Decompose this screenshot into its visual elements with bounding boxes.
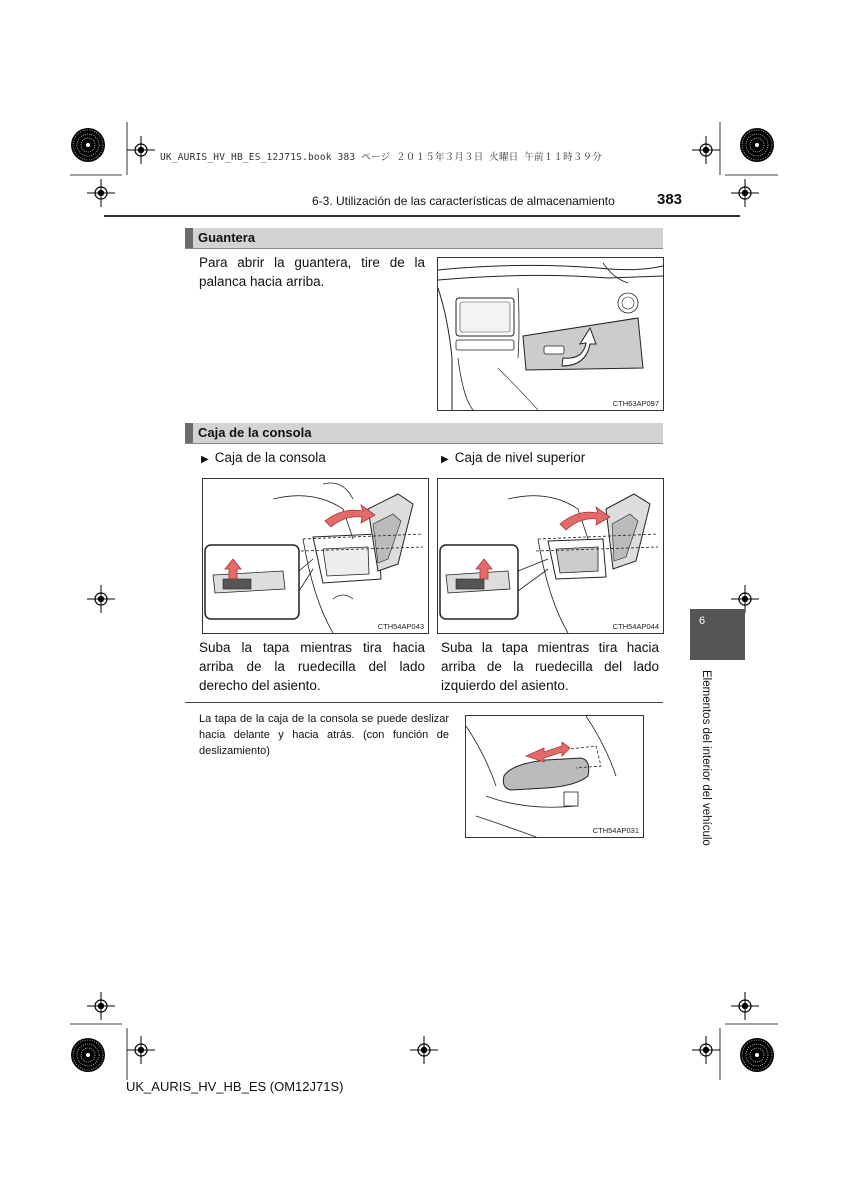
consola-figure-left bbox=[202, 478, 429, 634]
figure-code: CTH54AP043 bbox=[377, 622, 424, 631]
console-box-illustration bbox=[203, 479, 428, 633]
consola-figure-right bbox=[437, 478, 664, 634]
slide-figure bbox=[465, 715, 644, 838]
triangle-bullet-icon: ▶ bbox=[441, 454, 449, 465]
bullet-label: Caja de nivel superior bbox=[454, 450, 586, 465]
chapter-number: 6 bbox=[699, 615, 706, 627]
bullet-caja-nivel-superior bbox=[441, 450, 585, 465]
figure-code: CTH54AP044 bbox=[612, 622, 659, 631]
header-rule bbox=[104, 215, 740, 217]
section-title: 6-3. Utilización de las características de almacenamiento bbox=[312, 194, 615, 208]
note-rule bbox=[185, 702, 663, 703]
chapter-label: Elementos del interior del vehículo bbox=[700, 670, 712, 846]
print-header: UK_AURIS_HV_HB_ES_12J71S.book 383 ページ ２０１５年３月３日 火曜日 午前１１時３９分 bbox=[160, 152, 602, 163]
guantera-heading: Guantera bbox=[198, 230, 256, 245]
footer-code: UK_AURIS_HV_HB_ES (OM12J71S) bbox=[126, 1079, 344, 1094]
bullet-label: Caja de la consola bbox=[214, 450, 326, 465]
consola-left-caption: Suba la tapa mientras tira hacia arriba de la ruedecilla del lado derecho del asiento. bbox=[199, 640, 425, 693]
guantera-figure bbox=[437, 257, 664, 411]
heading-accent bbox=[185, 228, 193, 248]
consola-right-caption: Suba la tapa mientras tira hacia arriba de la ruedecilla del lado izquierdo del asiento. bbox=[441, 640, 659, 693]
sliding-lid-illustration bbox=[466, 716, 643, 837]
glovebox-illustration bbox=[438, 258, 663, 410]
figure-code: CTH63AP097 bbox=[612, 399, 659, 408]
triangle-bullet-icon: ▶ bbox=[201, 454, 209, 465]
guantera-text: Para abrir la guantera, tire de la palanca hacia arriba. bbox=[199, 255, 425, 289]
upper-tray-illustration bbox=[438, 479, 663, 633]
heading-accent bbox=[185, 423, 193, 443]
page-number: 383 bbox=[657, 191, 683, 208]
figure-code: CTH54AP031 bbox=[592, 826, 639, 835]
guantera-heading-bar bbox=[185, 228, 663, 249]
consola-heading: Caja de la consola bbox=[198, 425, 312, 440]
note-text: La tapa de la caja de la consola se puede deslizar hacia delante y hacia atrás. (con función de deslizamiento) bbox=[199, 713, 449, 757]
consola-heading-bar bbox=[185, 423, 663, 444]
bullet-caja-consola bbox=[201, 450, 326, 465]
chapter-tab bbox=[690, 609, 745, 660]
